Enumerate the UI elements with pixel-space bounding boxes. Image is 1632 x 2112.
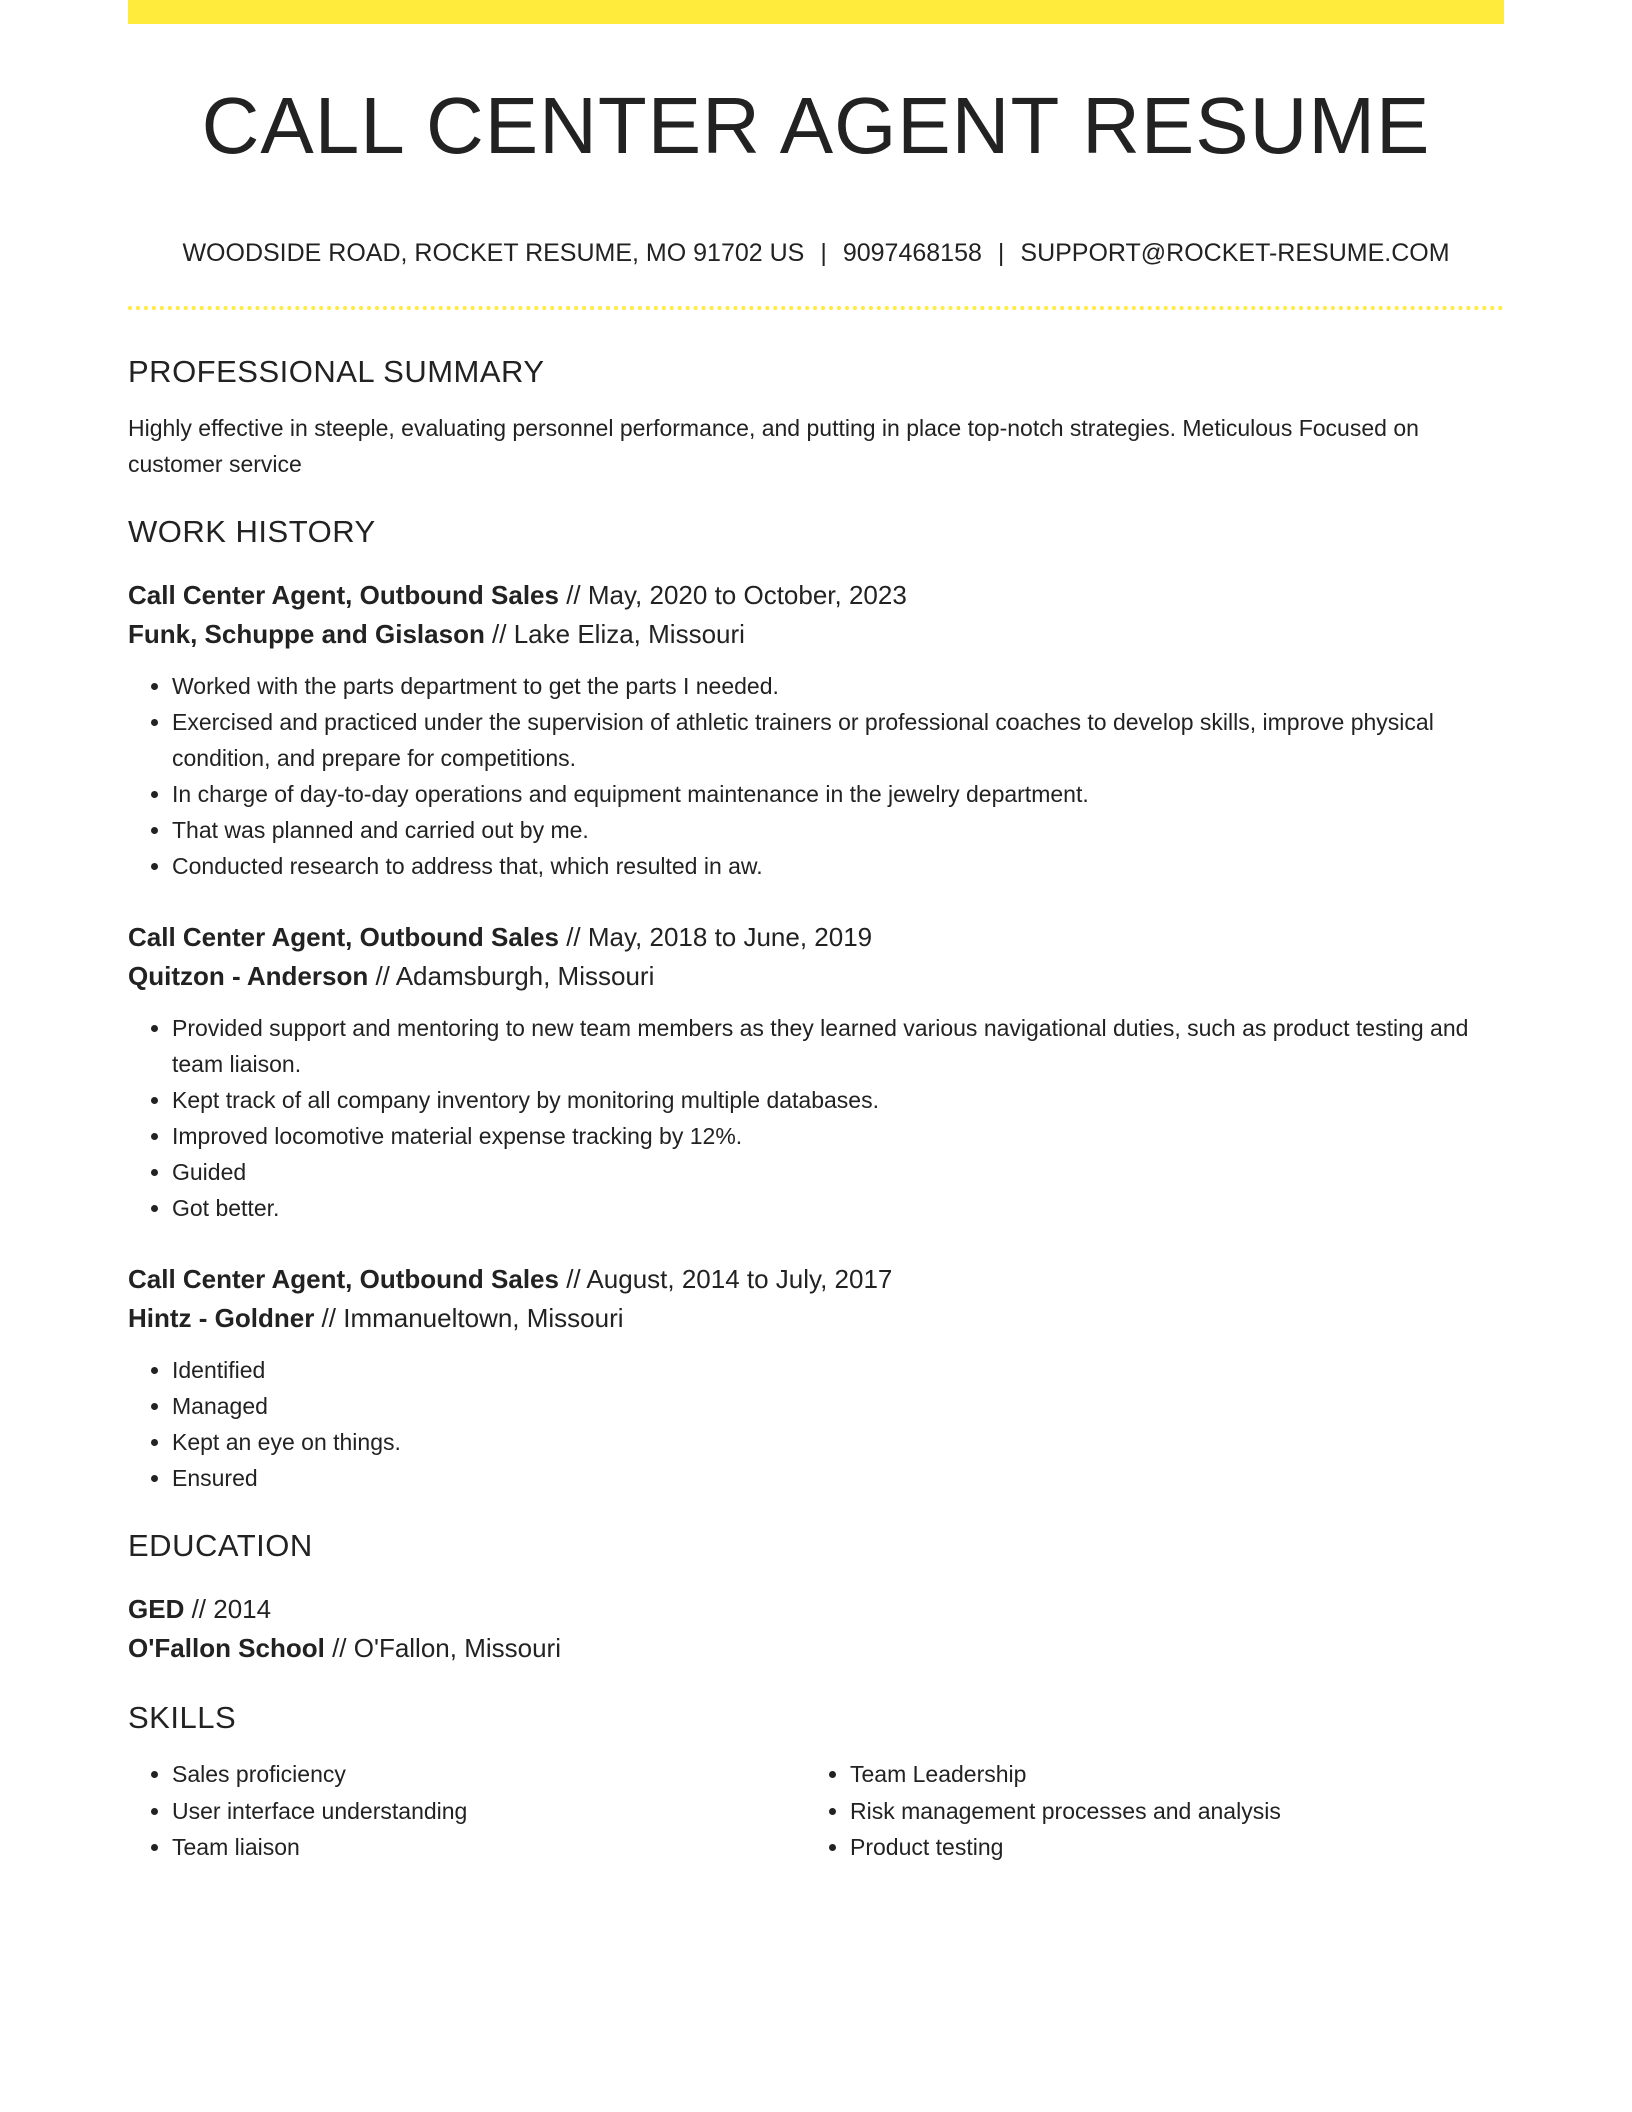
- education-entry: [128, 1590, 1504, 1668]
- contact-separator: |: [997, 239, 1005, 267]
- resume-body: [128, 350, 1504, 1866]
- job-dates: // May, 2020 to October, 2023: [558, 580, 907, 610]
- job-entry: [128, 576, 1504, 884]
- summary-text: Highly effective in steeple, evaluating personnel performance, and putting in place top-notch strategies. Meticulous Focused on customer service: [128, 415, 1419, 477]
- job-company-line: [128, 957, 1504, 996]
- education-degree-line: [128, 1590, 1504, 1629]
- job-entry: [128, 1260, 1504, 1496]
- job-dates: // May, 2018 to June, 2019: [558, 922, 873, 952]
- page-title: CALL CENTER AGENT RESUME: [201, 81, 1431, 170]
- skill-item: • Product testing: [850, 1829, 1484, 1866]
- skills-list-left: [128, 1756, 806, 1866]
- job-location: // Immanueltown, Missouri: [314, 1303, 624, 1333]
- summary-heading: PROFESSIONAL SUMMARY: [128, 354, 545, 389]
- job-bullets: [128, 1010, 1504, 1226]
- accent-bar: [128, 0, 1504, 24]
- skill-item: • Team Leadership: [850, 1756, 1484, 1793]
- job-title-line: [128, 918, 1504, 957]
- skills-list-right: [806, 1756, 1484, 1866]
- list-item: • That was planned and carried out by me.: [172, 812, 1504, 848]
- skill-item: • Risk management processes and analysis: [850, 1793, 1484, 1830]
- skill-item: • Team liaison: [172, 1829, 806, 1866]
- summary-section: [128, 350, 1504, 482]
- education-section: [128, 1524, 1504, 1668]
- contact-email: SUPPORT@ROCKET-RESUME.COM: [1020, 239, 1450, 267]
- education-heading: EDUCATION: [128, 1528, 313, 1563]
- skill-item: • User interface understanding: [172, 1793, 806, 1830]
- job-location: // Lake Eliza, Missouri: [484, 619, 745, 649]
- skills-heading: SKILLS: [128, 1700, 237, 1735]
- job-company: Hintz - Goldner: [128, 1303, 315, 1333]
- list-item: • Exercised and practiced under the supervision of athletic trainers or professional coaches to develop skills, improve physical condition, and prepare for competitions.: [172, 704, 1504, 776]
- dotted-divider: [128, 306, 1504, 310]
- job-title-line: [128, 1260, 1504, 1299]
- list-item: • Identified: [172, 1352, 1504, 1388]
- job-title-line: [128, 576, 1504, 615]
- education-year: // 2014: [184, 1594, 272, 1624]
- education-location: // O'Fallon, Missouri: [324, 1633, 561, 1663]
- list-item: • Got better.: [172, 1190, 1504, 1226]
- list-item: • Conducted research to address that, which resulted in aw.: [172, 848, 1504, 884]
- list-item: • Guided: [172, 1154, 1504, 1190]
- work-history-heading: WORK HISTORY: [128, 514, 376, 549]
- contact-address: WOODSIDE ROAD, ROCKET RESUME, MO 91702 US: [182, 239, 805, 267]
- work-history-section: [128, 510, 1504, 1496]
- list-item: • Improved locomotive material expense tracking by 12%.: [172, 1118, 1504, 1154]
- job-dates: // August, 2014 to July, 2017: [558, 1264, 893, 1294]
- list-item: • Kept an eye on things.: [172, 1424, 1504, 1460]
- skills-section: [128, 1696, 1504, 1866]
- list-item: • Kept track of all company inventory by monitoring multiple databases.: [172, 1082, 1504, 1118]
- education-school-line: [128, 1629, 1504, 1668]
- list-item: • Managed: [172, 1388, 1504, 1424]
- skill-item: • Sales proficiency: [172, 1756, 806, 1793]
- list-item: • Ensured: [172, 1460, 1504, 1496]
- job-title: Call Center Agent, Outbound Sales: [128, 922, 559, 952]
- contact-line: [128, 236, 1504, 270]
- job-entry: [128, 918, 1504, 1226]
- list-item: • In charge of day-to-day operations and equipment maintenance in the jewelry department.: [172, 776, 1504, 812]
- job-location: // Adamsburgh, Missouri: [368, 961, 655, 991]
- list-item: • Worked with the parts department to get the parts I needed.: [172, 668, 1504, 704]
- job-bullets: [128, 668, 1504, 884]
- job-company-line: [128, 1299, 1504, 1338]
- list-item: • Provided support and mentoring to new team members as they learned various navigational duties, such as product testing and team liaison.: [172, 1010, 1504, 1082]
- job-company-line: [128, 615, 1504, 654]
- job-title: Call Center Agent, Outbound Sales: [128, 580, 559, 610]
- job-title: Call Center Agent, Outbound Sales: [128, 1264, 559, 1294]
- education-school: O'Fallon School: [128, 1633, 325, 1663]
- contact-phone: 9097468158: [842, 239, 982, 267]
- job-company: Funk, Schuppe and Gislason: [128, 619, 485, 649]
- job-bullets: [128, 1352, 1504, 1496]
- education-degree: GED: [128, 1594, 185, 1624]
- contact-separator: |: [820, 239, 827, 267]
- skills-columns: [128, 1756, 1504, 1866]
- job-company: Quitzon - Anderson: [128, 961, 369, 991]
